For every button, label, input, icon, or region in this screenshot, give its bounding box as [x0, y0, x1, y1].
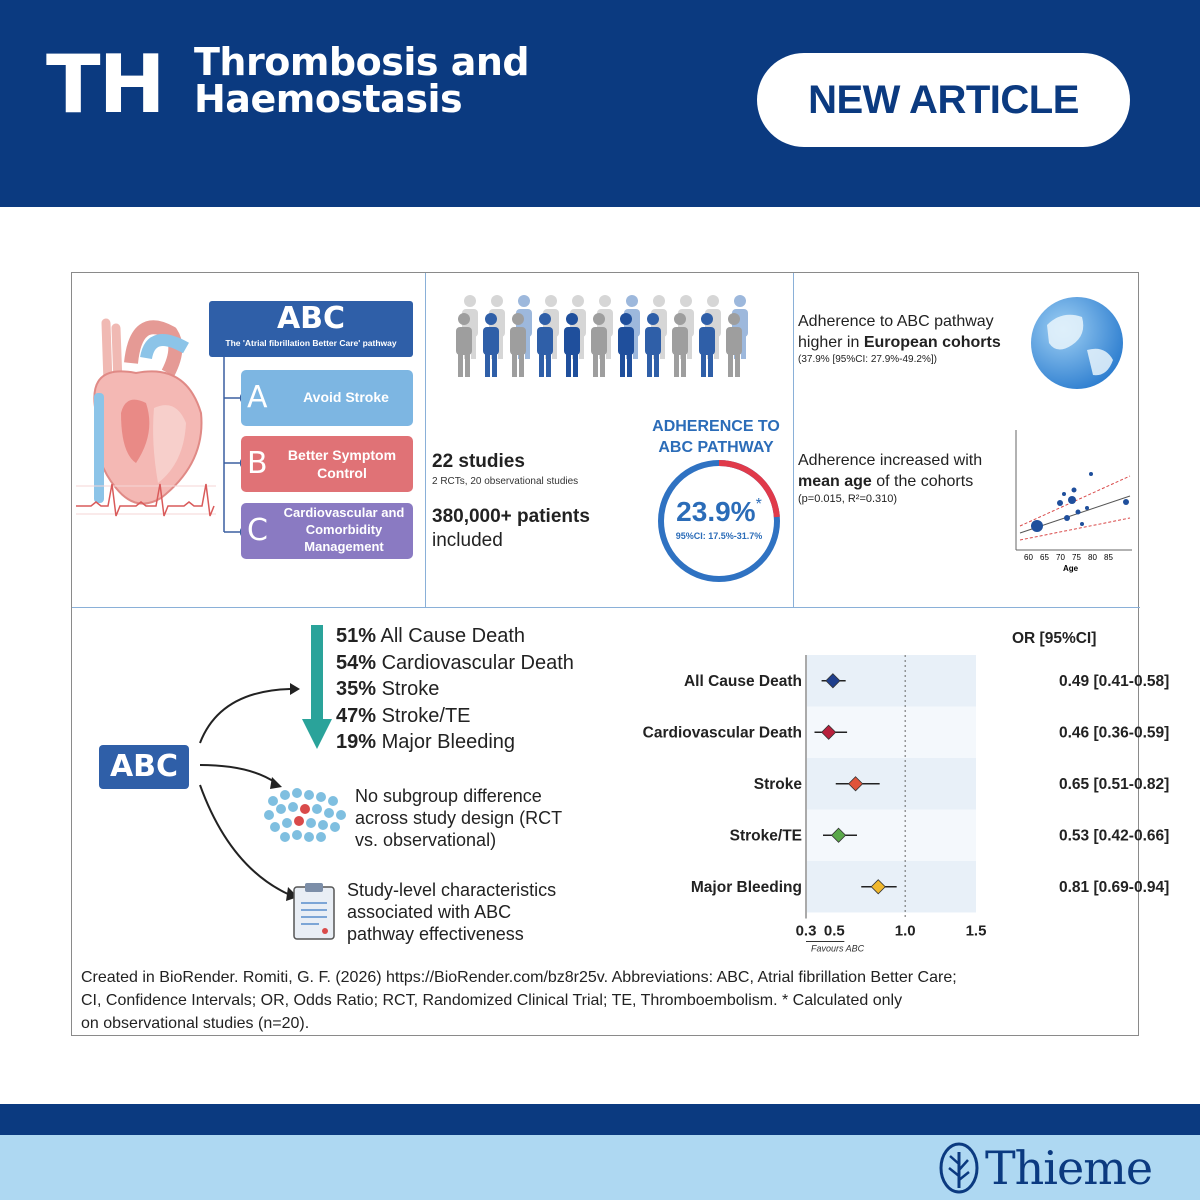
divider-vertical-2	[793, 273, 794, 607]
journal-name-line1: Thrombosis and	[194, 40, 530, 84]
age-tick-60: 60	[1024, 553, 1033, 562]
adherence-value	[654, 496, 784, 528]
reduction-bleeding-pct: 19%	[336, 731, 377, 753]
forest-row-label: Major Bleeding	[690, 878, 802, 896]
subgroup-dot	[304, 790, 314, 800]
age-line2-plain: of the cohorts	[871, 473, 974, 490]
characteristics-line3: pathway effectiveness	[347, 924, 524, 944]
reduction-cv-death-pct: 54%	[336, 651, 377, 674]
age-line1: Adherence increased with	[798, 452, 983, 469]
thieme-logo-text: Thieme	[985, 1141, 1153, 1195]
reduction-cv-death-label: Cardiovascular Death	[381, 651, 574, 674]
forest-row-label: Stroke	[753, 775, 802, 793]
reduction-stroke	[336, 676, 574, 703]
journal-logo-abbr: TH	[46, 38, 164, 131]
reduction-bleeding-label: Major Bleeding	[381, 731, 516, 753]
subgroup-dot	[336, 810, 346, 820]
european-line2-plain: higher in	[798, 334, 864, 351]
reduction-stroke-te-pct: 47%	[336, 704, 377, 727]
divider-horizontal	[72, 607, 1140, 608]
journal-name	[194, 40, 530, 121]
age-tick-75: 75	[1072, 553, 1081, 562]
adherence-ci: 95%CI: 17.5%-31.7%	[675, 531, 763, 541]
caption-line2: CI, Confidence Intervals; OR, Odds Ratio; RCT, Randomized Clinical Trial; TE, Thromboembolism. * Calculated only	[81, 992, 903, 1009]
subgroup-dot	[288, 802, 298, 812]
reduction-all-cause-pct: 51%	[336, 625, 377, 647]
characteristics-line1: Study-level characteristics	[347, 880, 557, 900]
footer-band	[0, 1104, 1200, 1135]
european-line1: Adherence to ABC pathway	[798, 313, 994, 330]
reduction-stroke-pct: 35%	[336, 678, 377, 700]
subgroup-dot	[316, 792, 326, 802]
forest-x-tick: 0.5	[823, 922, 845, 940]
subgroup-dot	[268, 796, 278, 806]
adherence-title	[640, 416, 792, 458]
reduction-stroke-te	[336, 703, 574, 730]
age-stats: (p=0.015, R²=0.310)	[798, 493, 898, 505]
forest-or-value: 0.53 [0.42-0.66]	[1059, 827, 1170, 845]
subgroup-dot	[264, 810, 274, 820]
subgroup-dot	[312, 804, 322, 814]
ecg-trace-icon	[76, 478, 216, 522]
characteristics-line2: associated with ABC	[347, 902, 512, 922]
subgroup-dot	[328, 796, 338, 806]
subgroup-dot	[292, 788, 302, 798]
abc-item-c-letter: C	[247, 513, 268, 548]
forest-x-tick: 1.5	[965, 922, 987, 940]
forest-row-label: Cardiovascular Death	[642, 724, 802, 742]
forest-or-value: 0.65 [0.51-0.82]	[1059, 775, 1170, 793]
abc-item-a-label: Avoid Stroke	[303, 389, 389, 405]
subgroup-dot	[294, 816, 304, 826]
subgroup-dot	[304, 832, 314, 842]
forest-x-tick: 0.3	[795, 922, 817, 940]
age-line2-bold: mean age	[798, 473, 872, 490]
abc-item-a	[241, 370, 413, 426]
age-axis-label: Age	[1063, 564, 1079, 573]
european-line2-bold: European cohorts	[863, 334, 1001, 351]
age-line2	[798, 471, 982, 492]
abc-title: ABC	[276, 301, 346, 336]
reduction-all-cause	[336, 623, 574, 650]
reduction-arrow-icon	[302, 625, 332, 751]
abc-item-c	[241, 503, 413, 559]
subgroup-dot	[318, 820, 328, 830]
thieme-tree-icon	[937, 1140, 981, 1196]
characteristics-text	[347, 879, 556, 945]
subgroup-dots-icon	[265, 787, 349, 847]
forest-row-label: Stroke/TE	[729, 827, 802, 845]
caption-line1: Created in BioRender. Romiti, G. F. (2026) https://BioRender.com/bz8r25v. Abbreviations: ABC, Atrial fibrillation Better Care;	[81, 969, 957, 986]
subgroup-dot	[300, 804, 310, 814]
reduction-bleeding	[336, 729, 574, 756]
forest-or-value: 0.49 [0.41-0.58]	[1059, 672, 1170, 690]
abc-item-b	[241, 436, 413, 492]
adherence-title-line1: ADHERENCE TO	[652, 418, 780, 435]
forest-row-label: All Cause Death	[683, 672, 802, 690]
reduction-cv-death	[336, 650, 574, 677]
forest-or-value: 0.81 [0.69-0.94]	[1059, 878, 1170, 896]
subgroup-dot	[330, 822, 340, 832]
caption-line3: on observational studies (n=20).	[81, 1015, 310, 1032]
age-tick-80: 80	[1088, 553, 1097, 562]
abc-subtitle: The 'Atrial fibrillation Better Care' pathway	[225, 338, 397, 348]
adherence-title-line2: ABC PATHWAY	[658, 439, 774, 456]
age-x-axis	[1024, 553, 1134, 583]
european-text	[798, 311, 1001, 367]
abc-item-b-label: Better Symptom Control	[287, 447, 397, 481]
abc-item-c-label: Cardiovascular and Comorbidity Management	[283, 505, 405, 554]
reductions-list	[336, 623, 574, 756]
age-tick-70: 70	[1056, 553, 1065, 562]
caption	[81, 966, 1136, 1035]
european-ci: (37.9% [95%CI: 27.9%-49.2%])	[798, 354, 937, 365]
forest-plot-title: OR [95%CI]	[1012, 630, 1097, 647]
adherence-asterisk: *	[755, 496, 762, 513]
studies-breakdown: 2 RCTs, 20 observational studies	[432, 476, 579, 487]
abc-item-a-letter: A	[247, 380, 268, 415]
subgroup-dot	[292, 830, 302, 840]
adherence-percent: 23.9%	[676, 496, 756, 527]
age-tick-65: 65	[1040, 553, 1049, 562]
patients-crowd-icon	[454, 287, 754, 379]
subgroup-line3: vs. observational)	[355, 830, 497, 850]
graphical-abstract	[71, 272, 1170, 1036]
subgroup-dot	[316, 832, 326, 842]
abc-item-b-letter: B	[247, 446, 268, 481]
subgroup-dot	[276, 804, 286, 814]
clipboard-icon	[291, 881, 337, 941]
subgroup-dot	[280, 832, 290, 842]
abc-tree-connector	[220, 357, 242, 557]
patients-count: 380,000+ patients	[432, 506, 590, 527]
divider-vertical-1	[425, 273, 426, 607]
reduction-stroke-label: Stroke	[381, 678, 440, 700]
subgroup-dot	[282, 818, 292, 828]
patients-included: included	[432, 530, 503, 551]
age-text	[798, 450, 982, 506]
subgroup-text	[355, 785, 562, 851]
studies-count: 22 studies	[432, 451, 525, 472]
abc-outcome-badge: ABC	[99, 745, 189, 789]
subgroup-line2: across study design (RCT	[355, 808, 563, 828]
reduction-all-cause-label: All Cause Death	[380, 625, 526, 647]
forest-or-value: 0.46 [0.36-0.59]	[1059, 724, 1170, 742]
forest-x-tick: 1.0	[894, 922, 916, 940]
globe-icon	[1027, 295, 1137, 395]
forest-x-label: Favours ABC	[811, 943, 865, 954]
abc-title-box	[209, 301, 413, 357]
forest-plot	[612, 653, 1170, 954]
european-line2	[798, 332, 1001, 353]
age-tick-85: 85	[1104, 553, 1113, 562]
reduction-stroke-te-label: Stroke/TE	[381, 704, 471, 727]
new-article-badge[interactable]: NEW ARTICLE	[757, 53, 1130, 147]
subgroup-dot	[324, 808, 334, 818]
subgroup-dot	[280, 790, 290, 800]
journal-name-line2: Haemostasis	[194, 77, 463, 121]
forest-row-band	[807, 758, 976, 810]
subgroup-line1: No subgroup difference	[355, 786, 542, 806]
subgroup-dot	[306, 818, 316, 828]
subgroup-dot	[270, 822, 280, 832]
